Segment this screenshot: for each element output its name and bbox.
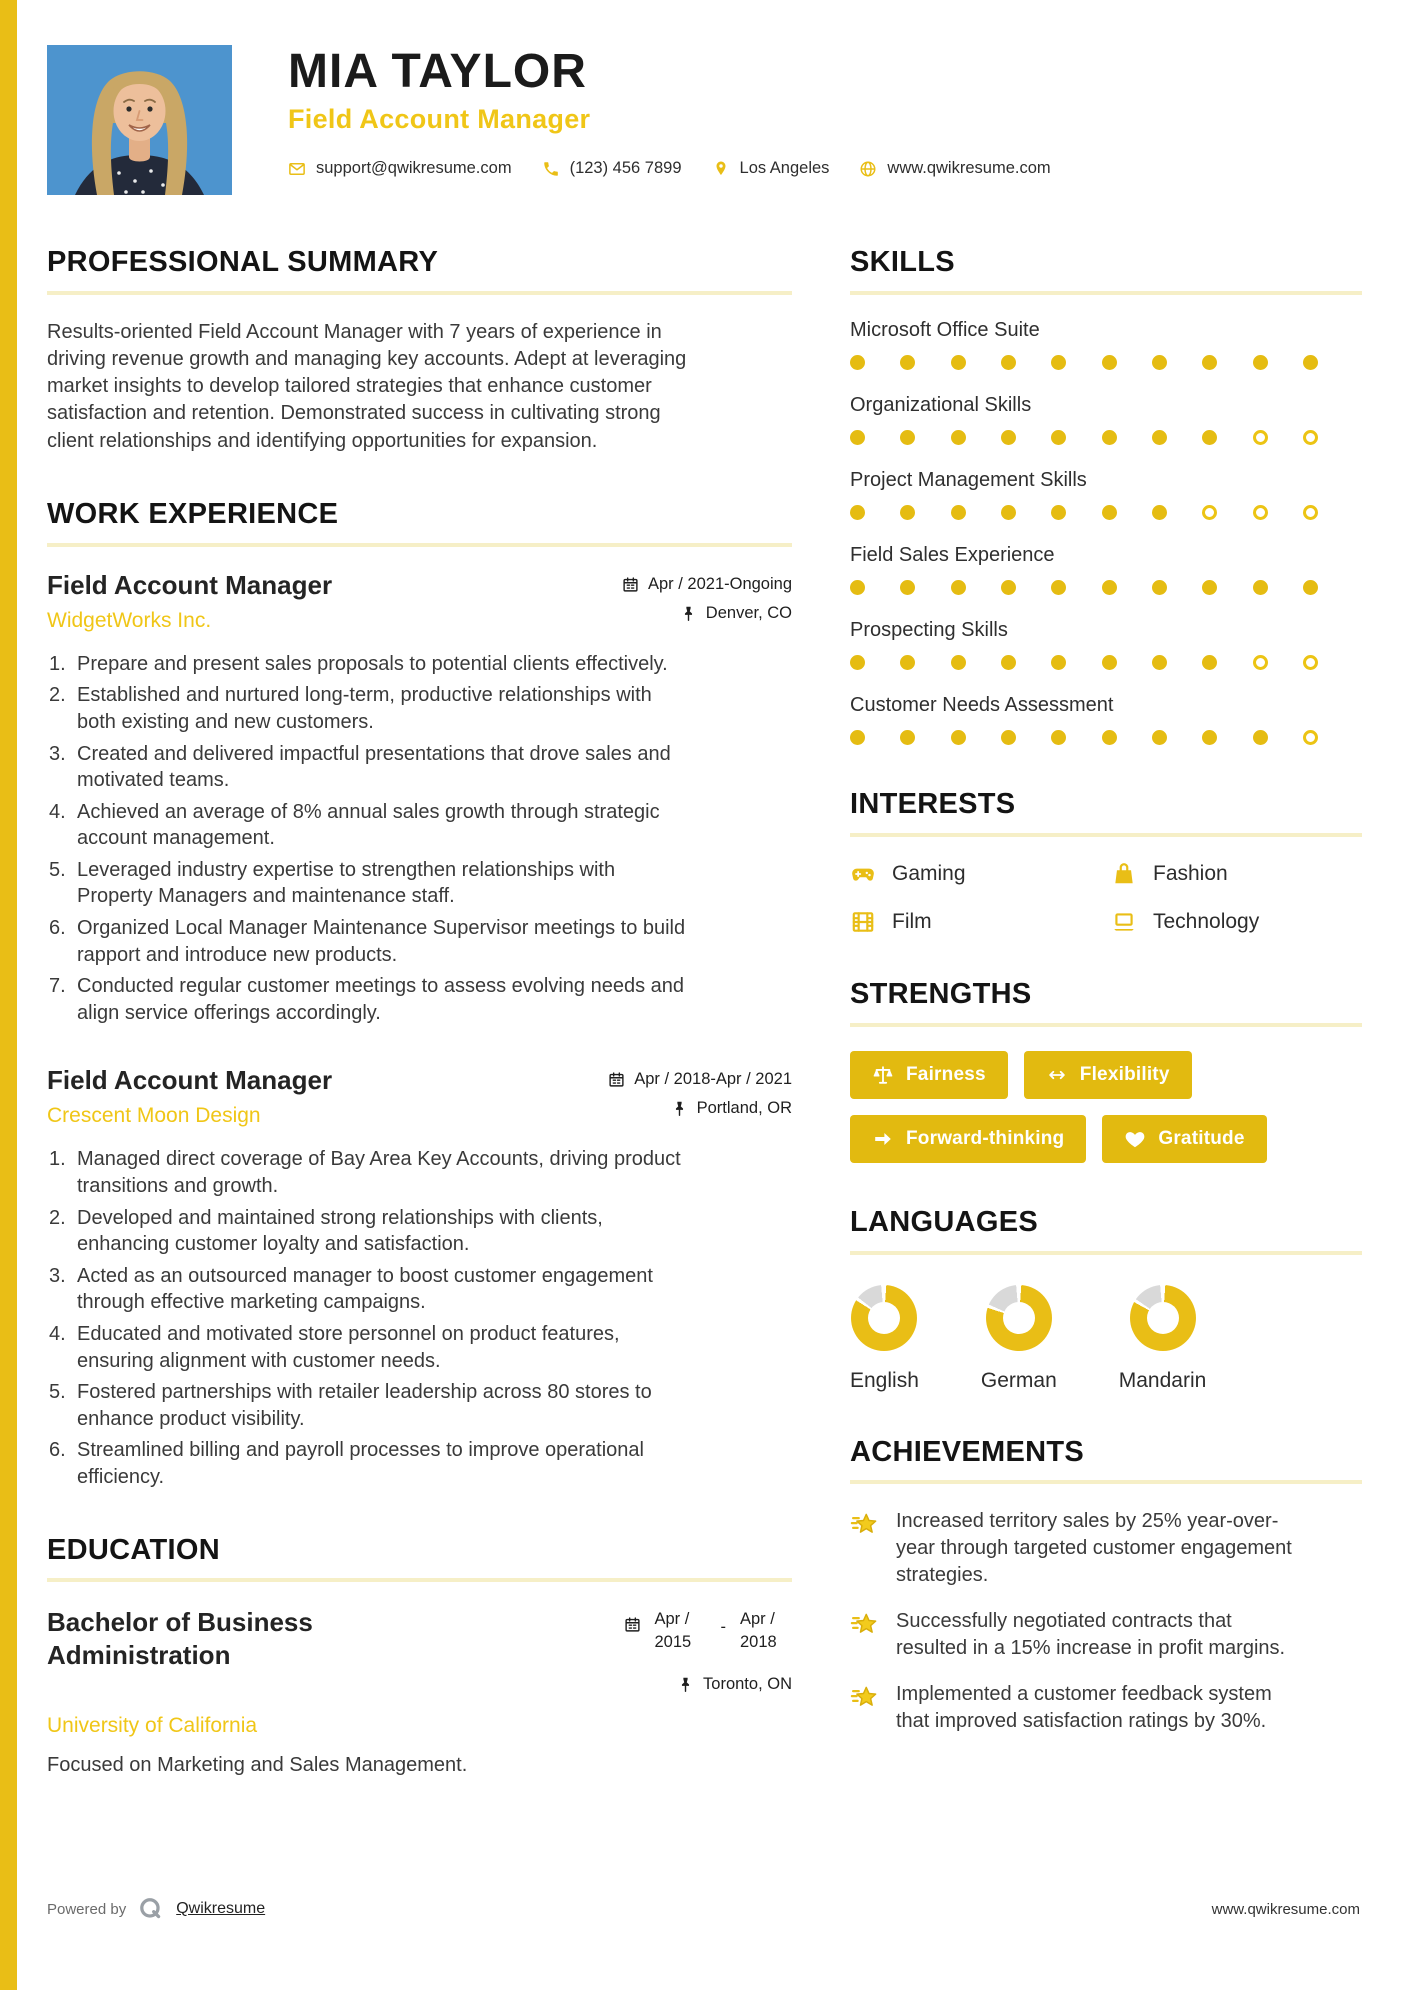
section-education [47,1535,792,1777]
rating-dot-filled [1051,505,1066,520]
rating-dot-filled [1202,730,1217,745]
rating-dot-filled [1051,655,1066,670]
skill-name: Prospecting Skills [850,618,1008,641]
globe-icon [859,160,877,178]
skill-rating [850,730,1318,745]
education-meta [624,1606,793,1704]
job-title-block [47,571,332,633]
job-title-block [47,1066,332,1128]
gamepad-icon [850,861,876,887]
rating-dot-filled [951,430,966,445]
job-bullet: Streamlined billing and payroll processes to improve operational efficiency. [77,1439,644,1488]
rating-dot-filled [951,355,966,370]
pushpin-icon [677,1676,694,1693]
education-date-end: Apr / 2018 [740,1610,777,1651]
job-date-row [608,1070,792,1089]
job-list [47,571,792,1491]
interest-label: Fashion [1153,861,1228,885]
rating-dot-empty [1303,505,1318,520]
rating-dot-filled [1152,430,1167,445]
job-location-row [608,1099,792,1118]
rating-dot-filled [850,655,865,670]
interest-list [850,861,1362,935]
rating-dot-filled [951,730,966,745]
powered-by-label: Powered by [47,1900,127,1918]
language-list [850,1279,1362,1393]
strength-label: Forward-thinking [906,1127,1065,1149]
double-arrow-icon [1046,1064,1068,1086]
interest-label: Technology [1153,909,1260,933]
rating-dot-filled [1303,580,1318,595]
arrow-right-icon [872,1128,894,1150]
skill-item [850,319,1362,370]
achievement-item [850,1608,1362,1661]
job-location: Denver, CO [705,603,792,622]
job-date: Apr / 2021-Ongoing [647,574,792,593]
donut-hole [868,1302,900,1334]
qwikresume-link[interactable]: Qwikresume [176,1900,266,1917]
job-location-row [622,604,792,623]
rating-dot-filled [850,580,865,595]
rating-dot-filled [1202,430,1217,445]
contact-text: www.qwikresume.com [887,159,1051,178]
job-bullet: Developed and maintained strong relationships with clients, enhancing customer loyalty and satisfaction. [77,1206,603,1256]
language-donut-chart [1130,1285,1196,1351]
job-header [47,1066,792,1128]
section-underline [47,291,792,295]
profile-photo [47,45,232,195]
education-location-row [624,1675,793,1694]
education-dates [624,1608,793,1653]
skill-item [850,469,1362,520]
rating-dot-filled [1303,355,1318,370]
rating-dot-filled [1001,355,1016,370]
section-underline [850,833,1362,837]
rating-dot-filled [1102,580,1117,595]
skill-name: Customer Needs Assessment [850,693,1114,716]
strength-label: Gratitude [1158,1127,1245,1149]
rating-dot-filled [1051,580,1066,595]
donut-hole [1147,1302,1179,1334]
achievement-text: Implemented a customer feedback system that improved satisfaction ratings by 30%. [896,1683,1272,1733]
phone-icon [542,160,560,178]
skill-name: Field Sales Experience [850,543,1055,566]
achievement-text: Increased territory sales by 25% year-over-year through targeted customer engagement strategies. [896,1510,1292,1586]
skills-heading: SKILLS [850,246,955,278]
job-bullet: Conducted regular customer meetings to assess evolving needs and align service offerings accordingly. [77,975,685,1024]
rating-dot-filled [900,505,915,520]
rating-dot-filled [900,355,915,370]
language-donut-chart [986,1285,1052,1351]
contact-text: Los Angeles [739,159,830,178]
main-columns [47,247,1360,1821]
rating-dot-filled [1051,430,1066,445]
section-interests [850,789,1362,935]
job-bullet: Acted as an outsourced manager to boost customer engagement through effective marketing campaigns. [77,1264,653,1314]
rating-dot-empty [1303,655,1318,670]
rating-dot-filled [1001,580,1016,595]
job-title: Field Account Manager [47,569,333,600]
skill-item [850,544,1362,595]
star-icon [850,1510,880,1588]
language-item [981,1285,1057,1393]
rating-dot-filled [1001,430,1016,445]
contact-row [288,159,1051,178]
handbag-icon [1111,861,1137,887]
language-item [1119,1285,1207,1393]
rating-dot-filled [1152,355,1167,370]
contact-item[interactable] [542,159,682,178]
rating-dot-empty [1202,505,1217,520]
job-bullet-list [47,1146,692,1490]
contact-item[interactable] [288,159,512,178]
skill-name: Organizational Skills [850,393,1032,416]
job-bullet: Created and delivered impactful presentations that drove sales and motivated teams. [77,742,671,792]
film-icon [850,909,876,935]
contact-item[interactable] [859,159,1050,178]
rating-dot-filled [1001,730,1016,745]
rating-dot-empty [1303,730,1318,745]
section-skills [850,247,1362,745]
laptop-icon [1111,909,1137,935]
languages-heading: LANGUAGES [850,1205,1038,1238]
job-entry [47,571,792,1027]
pushpin-icon [680,605,697,622]
right-column [850,247,1362,1821]
rating-dot-empty [1253,655,1268,670]
strength-chip [850,1115,1086,1163]
interest-label: Film [892,909,932,933]
left-column [47,247,792,1821]
donut-hole [1003,1302,1035,1334]
skill-rating [850,355,1318,370]
language-donut-chart [851,1285,917,1351]
education-location: Toronto, ON [703,1674,792,1693]
job-meta [608,1066,792,1128]
section-underline [47,1578,792,1582]
rating-dot-filled [951,655,966,670]
rating-dot-filled [1001,505,1016,520]
rating-dot-filled [1152,580,1167,595]
person-name: MIA TAYLOR [288,45,587,98]
rating-dot-filled [1152,655,1167,670]
section-strengths [850,979,1362,1163]
education-note: Focused on Marketing and Sales Management. [47,1753,468,1776]
strength-list [850,1051,1320,1163]
section-work-experience [47,499,792,1491]
rating-dot-filled [1253,355,1268,370]
strength-chip [1024,1051,1192,1099]
location-icon [712,160,730,178]
rating-dot-filled [1102,505,1117,520]
education-date-separator: - [720,1618,726,1637]
interest-item [850,909,1101,935]
rating-dot-filled [1051,730,1066,745]
rating-dot-filled [1253,730,1268,745]
skill-item [850,694,1362,745]
rating-dot-filled [850,430,865,445]
skill-name: Project Management Skills [850,468,1087,491]
school-name: University of California [47,1713,258,1737]
language-item [850,1285,919,1393]
heart-icon [1124,1128,1146,1150]
interest-label: Gaming [892,861,966,885]
footer-site-link[interactable]: www.qwikresume.com [1211,1900,1360,1918]
interest-item [1111,861,1362,887]
rating-dot-filled [1102,430,1117,445]
rating-dot-filled [850,355,865,370]
section-achievements [850,1437,1362,1735]
job-bullet: Established and nurtured long-term, productive relationships with both existing and new customers. [77,684,652,733]
job-bullet: Achieved an average of 8% annual sales growth through strategic account management. [77,800,660,850]
company-name: Crescent Moon Design [47,1104,261,1128]
section-underline [47,543,792,547]
company-name: WidgetWorks Inc. [47,608,212,632]
calendar-icon [622,576,639,593]
rating-dot-empty [1253,505,1268,520]
rating-dot-filled [951,505,966,520]
section-underline [850,1023,1362,1027]
pushpin-icon [671,1100,688,1117]
rating-dot-filled [1152,730,1167,745]
job-bullet: Leveraged industry expertise to strengthen relationships with Property Managers and maintenance staff. [77,858,616,908]
rating-dot-filled [1051,355,1066,370]
interest-item [1111,909,1362,935]
strength-chip [1102,1115,1266,1163]
job-entry [47,1066,792,1490]
achievement-text: Successfully negotiated contracts that resulted in a 15% increase in profit margins. [896,1610,1286,1659]
job-bullet-list [47,651,692,1027]
strengths-heading: STRENGTHS [850,977,1032,1010]
rating-dot-filled [900,430,915,445]
language-label: English [850,1368,919,1392]
skill-rating [850,580,1318,595]
rating-dot-filled [900,730,915,745]
qwikresume-logo-icon [138,1896,164,1922]
rating-dot-empty [1253,430,1268,445]
rating-dot-empty [1303,430,1318,445]
footer [47,1896,1360,1922]
section-languages [850,1207,1362,1393]
job-location: Portland, OR [696,1099,792,1118]
footer-branding [47,1896,265,1922]
contact-item[interactable] [712,159,830,178]
interest-item [850,861,1101,887]
achievements-heading: ACHIEVEMENTS [850,1435,1085,1468]
interests-heading: INTERESTS [850,787,1016,820]
education-heading: EDUCATION [47,1533,220,1566]
email-icon [288,160,306,178]
job-date: Apr / 2018-Apr / 2021 [634,1070,792,1089]
job-bullet: Educated and motivated store personnel on product features, ensuring alignment with customer needs. [77,1323,620,1372]
achievement-list [850,1508,1362,1734]
strength-label: Flexibility [1079,1063,1170,1085]
rating-dot-filled [850,730,865,745]
job-meta [622,571,792,633]
degree-title: Bachelor of Business Administration [47,1607,313,1670]
rating-dot-filled [1102,730,1117,745]
star-icon [850,1683,880,1734]
rating-dot-filled [1202,580,1217,595]
rating-dot-filled [900,655,915,670]
rating-dot-filled [1202,355,1217,370]
rating-dot-filled [1102,655,1117,670]
section-underline [850,1251,1362,1255]
rating-dot-filled [1253,580,1268,595]
job-bullet: Managed direct coverage of Bay Area Key Accounts, driving product transitions and growth. [77,1148,681,1198]
education-entry [47,1606,792,1704]
achievement-item [850,1508,1362,1588]
education-date-start: Apr / 2015 [654,1610,692,1651]
section-professional-summary [47,247,792,455]
language-label: Mandarin [1118,1368,1207,1392]
job-bullet: Organized Local Manager Maintenance Supervisor meetings to build rapport and introduce new products. [77,917,686,966]
strength-chip [850,1051,1008,1099]
contact-text: support@qwikresume.com [316,159,512,178]
rating-dot-filled [900,580,915,595]
skill-rating [850,430,1318,445]
achievement-item [850,1681,1362,1734]
skill-rating [850,655,1318,670]
scales-icon [872,1064,894,1086]
section-underline [850,291,1362,295]
job-header [47,571,792,633]
work-heading: WORK EXPERIENCE [47,497,339,530]
summary-heading: PROFESSIONAL SUMMARY [47,246,439,278]
avatar-illustration [47,45,232,195]
calendar-icon [624,1616,641,1633]
rating-dot-filled [1001,655,1016,670]
rating-dot-filled [951,580,966,595]
skill-list [850,319,1362,745]
rating-dot-filled [1152,505,1167,520]
calendar-icon [608,1071,625,1088]
contact-text: (123) 456 7899 [569,159,682,178]
strength-label: Fairness [906,1063,986,1085]
skill-item [850,394,1362,445]
rating-dot-filled [1102,355,1117,370]
skill-name: Microsoft Office Suite [850,318,1040,341]
star-icon [850,1610,880,1661]
job-title: Field Account Manager [47,1065,333,1096]
language-label: German [980,1368,1057,1392]
job-bullet: Prepare and present sales proposals to potential clients effectively. [77,652,668,675]
skill-rating [850,505,1318,520]
section-underline [850,1480,1362,1484]
job-date-row [622,575,792,594]
header [47,45,1360,195]
accent-stripe [0,0,17,1990]
rating-dot-filled [1202,655,1217,670]
skill-item [850,619,1362,670]
job-bullet: Fostered partnerships with retailer leadership across 80 stores to enhance product visibility. [77,1381,652,1430]
person-title: Field Account Manager [288,104,591,135]
summary-text: Results-oriented Field Account Manager with 7 years of experience in driving revenue growth and managing key accounts. Adept at leveraging market insights to develop tailored strategies that enhance customer satisfaction and retention. Demonstrated success in cultivating strong client relationships and identifying opportunities for expansion. [47,320,687,452]
rating-dot-filled [850,505,865,520]
